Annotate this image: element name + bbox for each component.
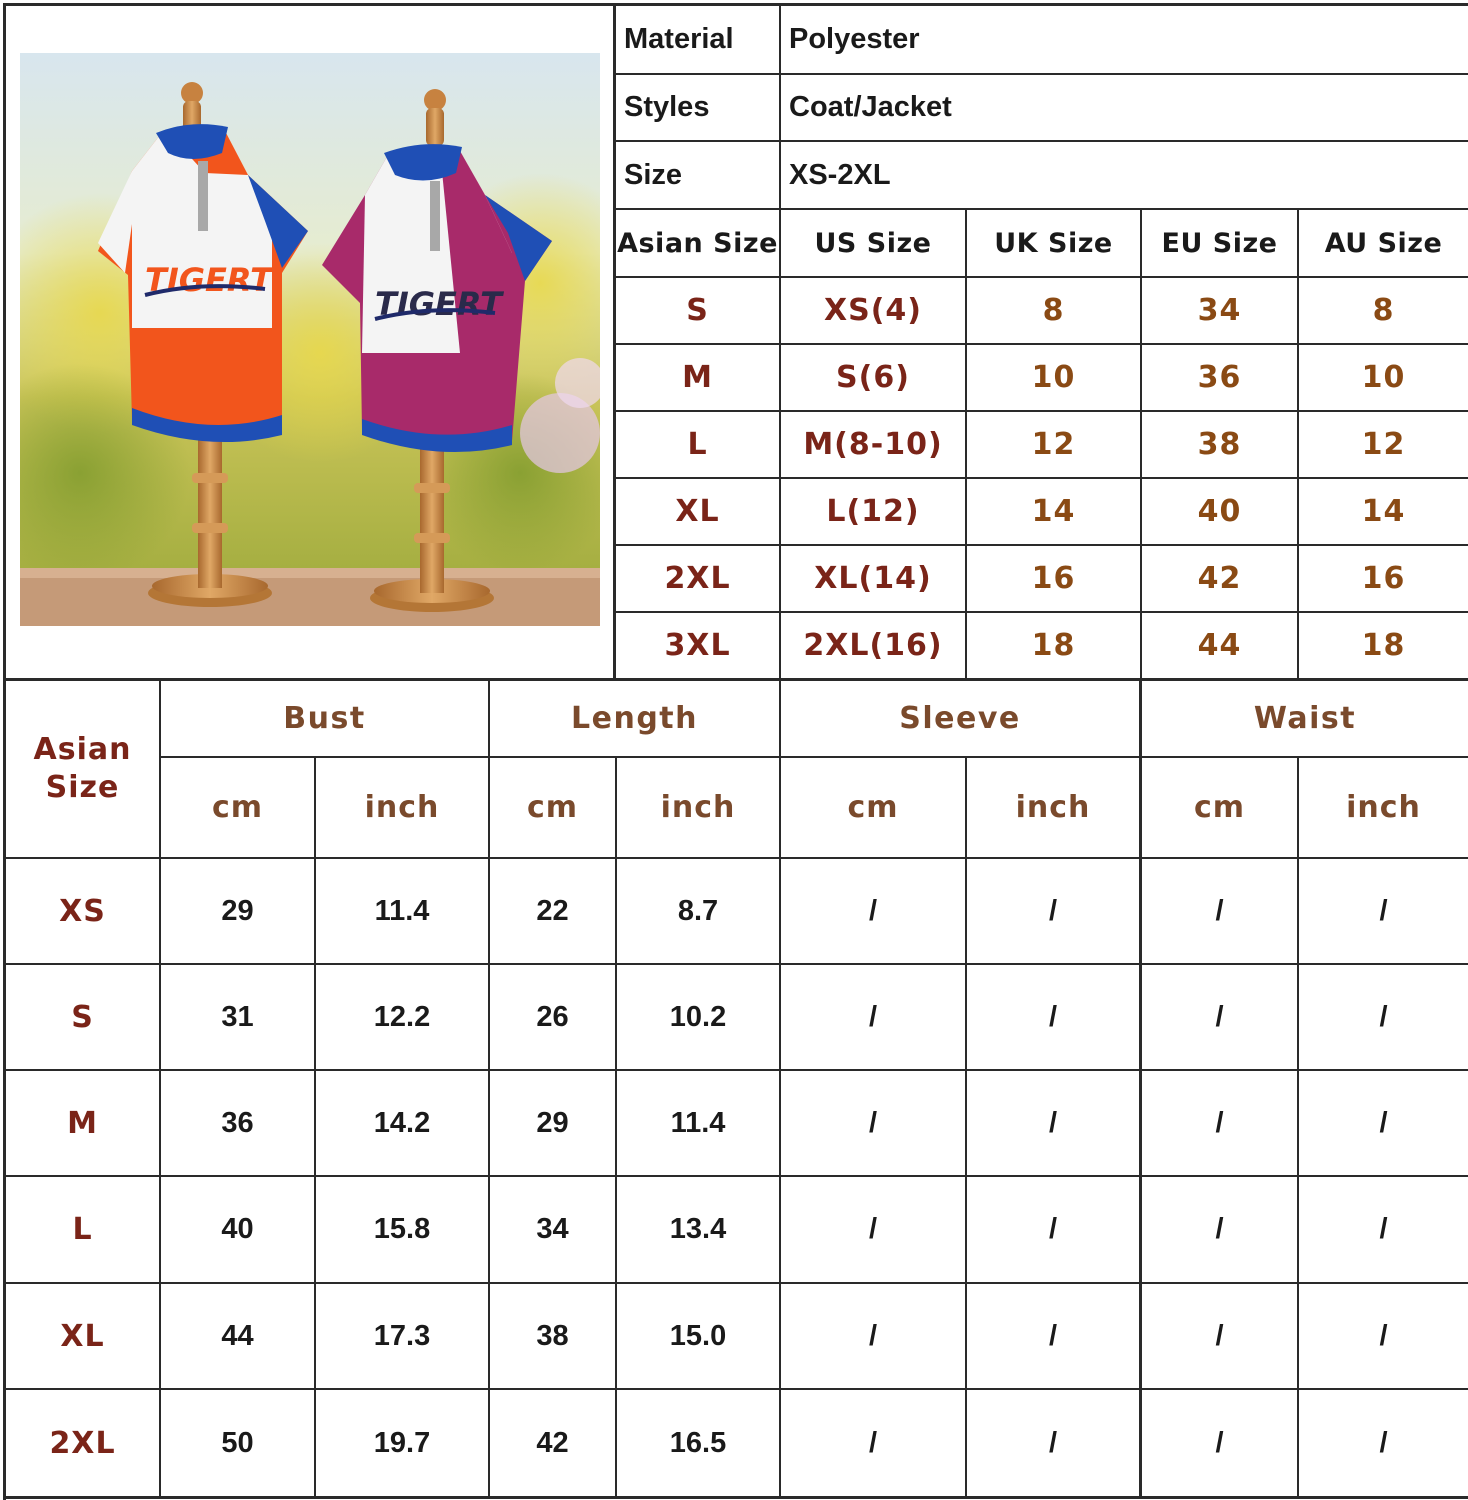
- meas-row-size: XL: [60, 1318, 105, 1354]
- meas-unit-header: inch: [1015, 790, 1091, 825]
- meas-cell: /: [1048, 894, 1058, 927]
- attr-value-styles: Coat/Jacket: [789, 91, 952, 123]
- conv-row-asian: 3XL: [664, 628, 731, 663]
- meas-cell: /: [868, 1000, 878, 1033]
- meas-cell: /: [1215, 1000, 1224, 1033]
- meas-row-size: M: [67, 1105, 98, 1141]
- meas-unit-header: cm: [526, 790, 579, 825]
- meas-cell: 17.3: [373, 1319, 431, 1352]
- product-photo: [20, 53, 600, 626]
- conv-row-eu: 38: [1197, 427, 1242, 462]
- conv-row-uk: 8: [1042, 293, 1065, 328]
- conv-row-us: S(6): [836, 360, 910, 395]
- meas-cell: 29: [221, 894, 254, 927]
- meas-cell: 26: [536, 1000, 569, 1033]
- conv-row-au: 10: [1361, 360, 1406, 395]
- product-photo-illustration: [20, 53, 600, 626]
- attr-label-size: Size: [624, 158, 683, 191]
- meas-cell: 8.7: [677, 894, 719, 927]
- meas-cell: /: [1379, 1213, 1388, 1245]
- conv-header-asian: Asian Size: [617, 227, 778, 259]
- meas-cell: /: [1379, 1426, 1388, 1459]
- meas-row-size: S: [71, 999, 94, 1035]
- meas-cell: 31: [221, 1000, 254, 1033]
- conv-row-uk: 12: [1031, 427, 1076, 462]
- meas-cell: 19.7: [373, 1426, 431, 1459]
- meas-cell: 36: [221, 1106, 254, 1139]
- meas-cell: 14.2: [373, 1106, 431, 1139]
- meas-cell: 29: [536, 1106, 569, 1139]
- conv-row-us: XS(4): [823, 293, 923, 328]
- meas-unit-header: inch: [1346, 790, 1421, 825]
- meas-cell: 38: [536, 1319, 569, 1352]
- attr-label-styles: Styles: [624, 91, 710, 123]
- conv-header-eu: EU Size: [1161, 227, 1278, 259]
- meas-unit-header: cm: [211, 790, 264, 825]
- meas-corner-line2: Size: [45, 770, 120, 805]
- meas-cell: 34: [536, 1213, 569, 1245]
- meas-cell: 42: [536, 1426, 569, 1459]
- conv-row-asian: M: [682, 360, 713, 395]
- conv-row-uk: 16: [1031, 561, 1076, 596]
- meas-cell: 15.8: [373, 1213, 431, 1245]
- meas-cell: /: [1215, 894, 1224, 927]
- meas-cell: 16.5: [669, 1426, 727, 1459]
- meas-cell: /: [1048, 1426, 1058, 1459]
- meas-cell: 11.4: [670, 1106, 726, 1139]
- conv-row-uk: 14: [1031, 494, 1076, 529]
- conv-row-us: L(12): [826, 494, 920, 529]
- meas-row-size: L: [72, 1212, 93, 1247]
- conv-row-au: 12: [1361, 427, 1406, 462]
- conv-row-us: M(8-10): [803, 427, 943, 462]
- attr-label-material: Material: [624, 23, 734, 55]
- attr-value-material: Polyester: [789, 23, 920, 55]
- conv-row-eu: 40: [1197, 494, 1242, 529]
- conv-row-us: 2XL(16): [803, 628, 943, 663]
- meas-cell: /: [868, 1426, 878, 1459]
- meas-group-length: Length: [571, 701, 698, 736]
- conv-row-us: XL(14): [814, 561, 932, 596]
- attr-value-size: XS-2XL: [789, 158, 891, 191]
- meas-cell: /: [868, 1213, 878, 1245]
- meas-cell: 15.0: [669, 1319, 727, 1352]
- meas-cell: 11.4: [374, 894, 430, 927]
- meas-cell: 22: [536, 894, 569, 927]
- meas-group-waist: Waist: [1253, 701, 1357, 736]
- conv-row-eu: 44: [1197, 628, 1242, 663]
- meas-row-size: XS: [59, 893, 106, 929]
- conv-row-uk: 10: [1031, 360, 1076, 395]
- meas-cell: /: [1048, 1106, 1058, 1139]
- conv-row-au: 18: [1361, 628, 1406, 663]
- meas-cell: /: [1379, 1106, 1388, 1139]
- meas-cell: /: [1215, 1426, 1224, 1459]
- meas-unit-header: cm: [847, 790, 899, 825]
- conv-row-au: 14: [1361, 494, 1406, 529]
- conv-header-us: US Size: [814, 227, 932, 259]
- conv-row-eu: 42: [1197, 561, 1242, 596]
- meas-cell: /: [1215, 1106, 1224, 1139]
- conv-row-asian: 2XL: [664, 561, 731, 596]
- conv-row-uk: 18: [1031, 628, 1076, 663]
- meas-cell: 44: [221, 1319, 254, 1352]
- meas-row-size: 2XL: [49, 1425, 116, 1461]
- meas-cell: /: [868, 1319, 878, 1352]
- conv-header-au: AU Size: [1324, 227, 1443, 259]
- meas-cell: 50: [221, 1426, 254, 1459]
- meas-cell: /: [1048, 1319, 1058, 1352]
- conv-row-eu: 36: [1197, 360, 1242, 395]
- meas-cell: /: [1048, 1000, 1058, 1033]
- meas-cell: 13.4: [669, 1213, 727, 1245]
- conv-row-au: 16: [1361, 561, 1406, 596]
- meas-cell: /: [1215, 1213, 1224, 1245]
- meas-group-sleeve: Sleeve: [899, 701, 1021, 736]
- meas-cell: /: [868, 894, 878, 927]
- meas-cell: /: [1215, 1319, 1224, 1352]
- meas-cell: 12.2: [373, 1000, 431, 1033]
- meas-cell: 40: [221, 1213, 254, 1245]
- coat-right-print: TIGERT: [375, 285, 502, 323]
- meas-unit-header: inch: [364, 790, 440, 825]
- conv-row-asian: XL: [675, 494, 720, 529]
- conv-header-uk: UK Size: [994, 227, 1113, 259]
- meas-corner-line1: Asian: [33, 732, 132, 767]
- meas-cell: 10.2: [669, 1000, 727, 1033]
- conv-row-eu: 34: [1197, 293, 1242, 328]
- meas-cell: /: [1379, 1000, 1388, 1033]
- meas-cell: /: [1379, 894, 1388, 927]
- meas-group-bust: Bust: [283, 701, 366, 736]
- meas-cell: /: [1379, 1319, 1388, 1352]
- meas-unit-header: inch: [660, 790, 736, 825]
- conv-row-asian: L: [687, 427, 708, 462]
- meas-cell: /: [868, 1106, 878, 1139]
- conv-row-au: 8: [1372, 293, 1395, 328]
- conv-row-asian: S: [686, 293, 709, 328]
- meas-unit-header: cm: [1193, 790, 1246, 825]
- coat-left-print: TIGERT: [145, 261, 272, 299]
- meas-cell: /: [1048, 1213, 1058, 1245]
- meas-corner-header: [6, 681, 159, 857]
